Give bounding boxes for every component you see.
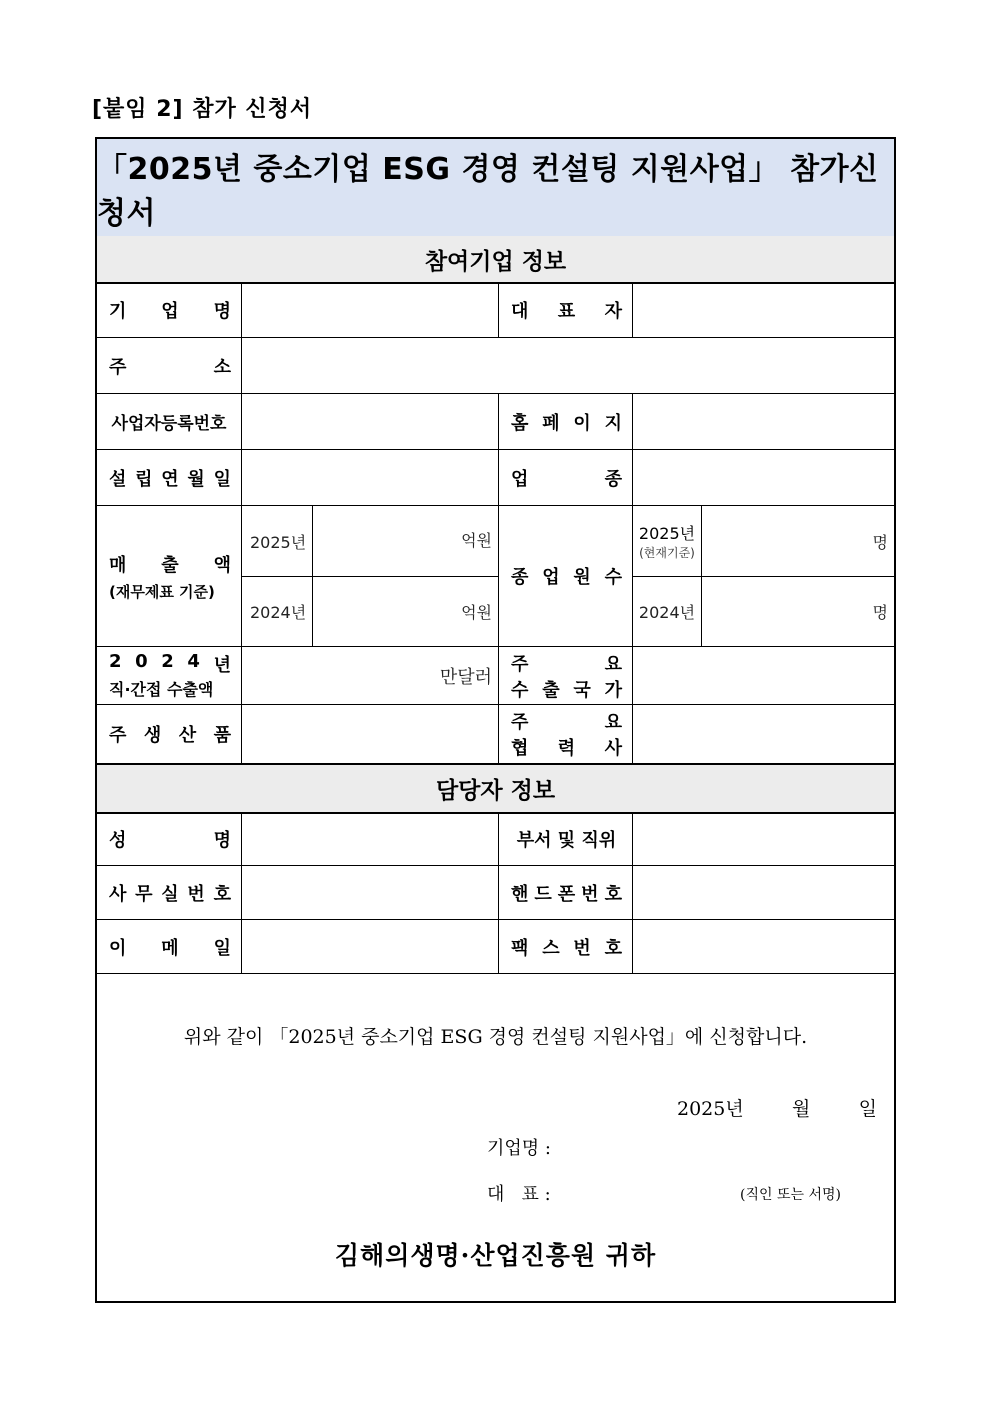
attachment-label: [붙임 2] 참가 신청서 <box>92 97 313 122</box>
sales-year-2025: 2025년 <box>242 506 313 577</box>
partner-field[interactable] <box>633 705 894 763</box>
company-signature-line: 기업명 : <box>487 1138 551 1159</box>
sales-note: (재무제표 기준) <box>109 582 215 601</box>
dept-field[interactable] <box>633 812 894 866</box>
representative-signature-line: 대 표 : <box>487 1184 551 1205</box>
office-phone-field[interactable] <box>242 866 499 920</box>
address-label: 주 소 <box>97 338 242 394</box>
email-field[interactable] <box>242 920 499 974</box>
contact-name-field[interactable] <box>242 812 499 866</box>
founded-label: 설 립 연 월 일 <box>97 450 242 506</box>
mobile-label: 핸 드 폰 번 호 <box>499 866 633 920</box>
emp-unit: 명 <box>872 532 888 552</box>
company-name-label: 기 업 명 <box>97 282 242 338</box>
employees-label: 종 업 원 수 <box>499 506 633 647</box>
company-section-title: 참여기업 정보 <box>97 236 894 284</box>
partner-label: 주 요 협 력 사 <box>499 705 633 763</box>
fax-field[interactable] <box>633 920 894 974</box>
emp-2024-field[interactable] <box>702 577 894 647</box>
mobile-field[interactable] <box>633 866 894 920</box>
industry-field[interactable] <box>633 450 894 506</box>
application-form <box>95 137 896 1303</box>
export-unit: 만달러 <box>439 666 492 688</box>
email-label: 이 메 일 <box>97 920 242 974</box>
business-reg-field[interactable] <box>242 394 499 450</box>
sales-unit: 억원 <box>461 603 492 622</box>
ceo-field[interactable] <box>633 282 894 338</box>
sales-label: 매 출 액 (재무제표 기준) <box>97 506 242 647</box>
declaration-text: 위와 같이 「2025년 중소기업 ESG 경영 컨설팅 지원사업」에 신청합니다. <box>183 1026 808 1048</box>
dept-label: 부서 및 직위 <box>499 812 633 866</box>
export-field[interactable] <box>242 647 499 705</box>
homepage-label: 홈 페 이 지 <box>499 394 633 450</box>
sales-unit: 억원 <box>461 531 492 550</box>
sales-year-2024: 2024년 <box>242 577 313 647</box>
business-reg-label: 사업자등록번호 <box>97 394 242 450</box>
fax-label: 팩 스 번 호 <box>499 920 633 974</box>
office-phone-label: 사 무 실 번 호 <box>97 866 242 920</box>
export-label: 2 0 2 4 년 직·간접 수출액 <box>97 647 242 705</box>
main-export-field[interactable] <box>633 647 894 705</box>
seal-note: (직인 또는 서명) <box>740 1187 841 1203</box>
emp-year-2024: 2024년 <box>633 577 702 647</box>
emp-2025-field[interactable] <box>702 506 894 577</box>
date-line <box>677 1094 877 1121</box>
main-product-label: 주 생 산 품 <box>97 705 242 763</box>
addressee: 김해의생명·산업진흥원 귀하 <box>334 1241 657 1270</box>
date-month: 월 <box>792 1098 811 1120</box>
contact-name-label: 성 명 <box>97 812 242 866</box>
sales-2024-field[interactable] <box>313 577 499 647</box>
homepage-field[interactable] <box>633 394 894 450</box>
date-year: 2025년 <box>677 1098 744 1120</box>
main-product-field[interactable] <box>242 705 499 763</box>
emp-unit: 명 <box>872 603 888 622</box>
main-export-label: 주 요 수 출 국 가 <box>499 647 633 705</box>
contact-section-title: 담당자 정보 <box>97 763 894 814</box>
date-day: 일 <box>858 1098 877 1120</box>
company-name-field[interactable] <box>242 282 499 338</box>
declaration-block <box>97 974 894 1303</box>
founded-field[interactable] <box>242 450 499 506</box>
form-title: 「2025년 중소기업 ESG 경영 컨설팅 지원사업」 참가신청서 <box>97 139 894 238</box>
sales-2025-field[interactable] <box>313 506 499 577</box>
address-field[interactable] <box>242 338 894 394</box>
ceo-label: 대 표 자 <box>499 282 633 338</box>
industry-label: 업 종 <box>499 450 633 506</box>
emp-year-2025: 2025년 (현재기준) <box>633 506 702 577</box>
